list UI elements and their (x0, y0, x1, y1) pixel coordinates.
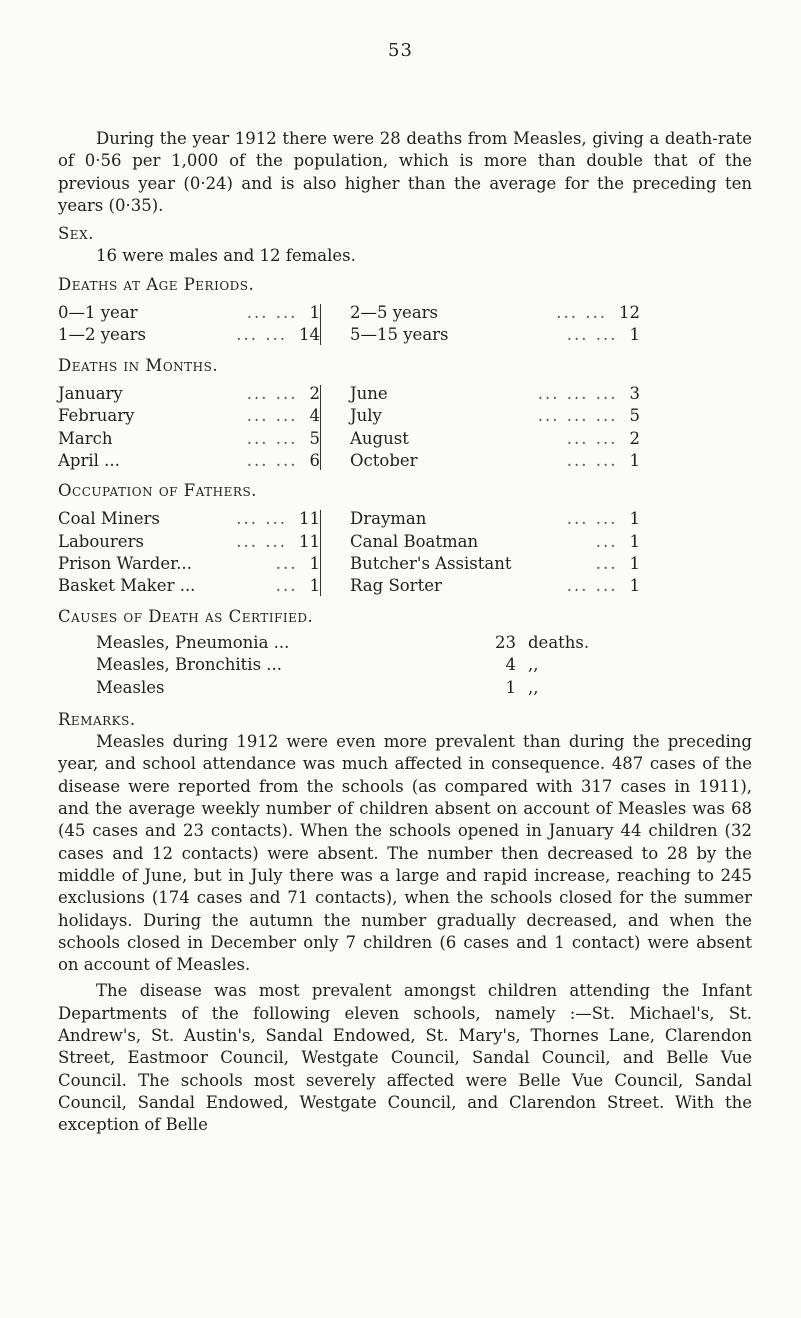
column-divider (320, 385, 350, 470)
intro-paragraph: During the year 1912 there were 28 deaths from Measles, giving a death-rate of 0·56 per 1,000 of the population, which is more than double that of the previous year (0·24) and is also higher than the average for the preceding ten years (0·35). (58, 129, 752, 215)
document-body (58, 128, 752, 1136)
table-row: March ... ... 5 (58, 428, 320, 448)
table-row: Rag Sorter ... ... 1 (350, 576, 640, 596)
causes-table (96, 632, 752, 699)
table-row: Basket Maker ... ... 1 (58, 576, 320, 596)
occupation-table (58, 508, 752, 597)
table-row: 0—1 year ... ... 1 (58, 303, 320, 323)
table-row: 1—2 years ... ... 14 (58, 325, 320, 345)
table-row: February ... ... 4 (58, 406, 320, 426)
column-divider (320, 304, 350, 345)
table-row: August ... ... 2 (350, 428, 640, 448)
table-row: 2—5 years ... ... 12 (350, 303, 640, 323)
table-row: Measles, Pneumonia ... 23 deaths. (96, 632, 590, 652)
age-periods-table (58, 302, 752, 347)
table-row: July ... ... ... 5 (350, 406, 640, 426)
page-number: 53 (388, 40, 413, 61)
table-row: Measles 1 ,, (96, 677, 539, 697)
table-row: 5—15 years ... ... 1 (350, 325, 640, 345)
table-row: Measles, Bronchitis ... 4 ,, (96, 655, 539, 675)
table-row: Coal Miners ... ... 11 (58, 509, 320, 529)
age-periods-heading: Deaths at Age Periods. (58, 274, 255, 294)
causes-heading: Causes of Death as Certified. (58, 606, 314, 626)
table-row: Labourers ... ... 11 (58, 531, 320, 551)
remarks-paragraph-2: The disease was most prevalent amongst children attending the Infant Departments of the following eleven schools, namely :—St. Michael's, St. Andrew's, St. Austin's, Sandal Endowed, St. Mary's, Thornes Lane, Clarendon Street, Eastmoor Council, Westgate Council, Sandal Council, and Belle Vue Council. The schools most severely affected were Belle Vue Council, Sandal Council, Sandal Endowed, Westgate Council, and Clarendon Street. With the exception of Belle (58, 981, 752, 1135)
table-row: Drayman ... ... 1 (350, 509, 640, 529)
table-row: Canal Boatman ... 1 (350, 531, 640, 551)
table-row: January ... ... 2 (58, 383, 320, 403)
table-row: Prison Warder... ... 1 (58, 554, 320, 574)
table-row: October ... ... 1 (350, 450, 640, 470)
months-heading: Deaths in Months. (58, 355, 219, 375)
sex-text: 16 were males and 12 females. (96, 246, 356, 266)
remarks-paragraph-1: Measles during 1912 were even more prevalent than during the preceding year, and school attendance was much affected in consequence. 487 cases of the disease were reported from the schools (as compared with 317 cases in 1911), and the average weekly number of children absent on account of Measles was 68 (45 cases and 23 contacts). When the schools opened in January 44 children (32 cases and 12 contacts) were absent. The number then decreased to 28 by the middle of June, but in July there was a large and rapid increase, reaching to 245 exclusions (174 cases and 71 contacts), when the schools closed for the summer holidays. During the autumn the number gradually decreased, and when the schools closed in December only 7 children (6 cases and 1 contact) were absent on account of Measles. (58, 732, 752, 975)
column-divider (320, 510, 350, 595)
table-row: Butcher's Assistant ... 1 (350, 554, 640, 574)
table-row: April ... ... ... 6 (58, 450, 320, 470)
sex-heading: Sex. (58, 224, 94, 244)
months-table (58, 383, 752, 472)
occupation-heading: Occupation of Fathers. (58, 481, 257, 501)
table-row: June ... ... ... 3 (350, 383, 640, 403)
remarks-heading: Remarks. (58, 709, 136, 729)
